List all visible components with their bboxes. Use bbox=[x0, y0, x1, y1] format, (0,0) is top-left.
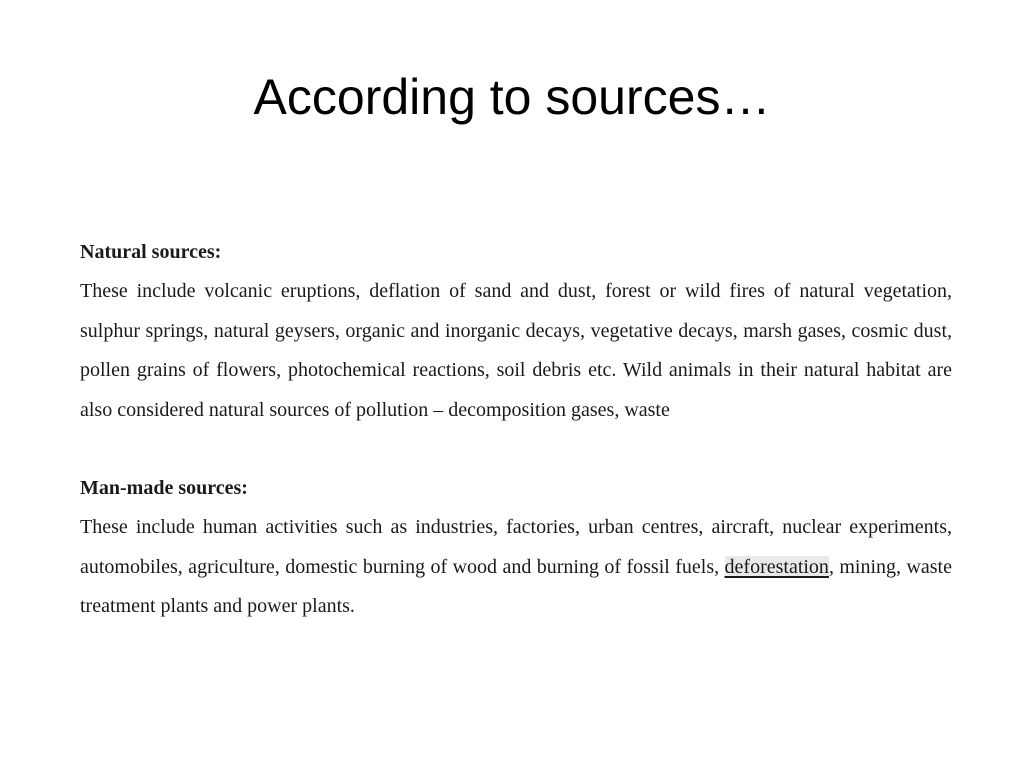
natural-sources-heading: Natural sources: bbox=[80, 241, 222, 263]
man-made-sources-heading: Man-made sources: bbox=[80, 477, 248, 499]
highlighted-term: deforestation bbox=[724, 555, 829, 578]
man-made-sources-body bbox=[80, 508, 952, 627]
natural-sources-body: These include volcanic eruptions, deflation of sand and dust, forest or wild fires of natural vegetation, sulphur springs, natural geysers, organic and inorganic decays, vegetative decays, marsh gases, cosmic dust, pollen grains of flowers, photochemical reactions, soil debris etc. Wild animals in their natural habitat are also considered natural sources of pollution – decomposition gases, waste bbox=[80, 280, 952, 421]
section-divider bbox=[80, 430, 952, 468]
slide-title: According to sources… bbox=[253, 69, 771, 125]
man-made-body-text-end: , mining, waste treatment plants and power plants. bbox=[80, 555, 952, 617]
content-image bbox=[80, 232, 952, 627]
man-made-body-text-start: These include human activities such as industries, factories, urban centres, aircraft, nuclear experiments, automobiles, agriculture, domestic burning of wood and burning of fossil fuels, bbox=[80, 516, 952, 578]
